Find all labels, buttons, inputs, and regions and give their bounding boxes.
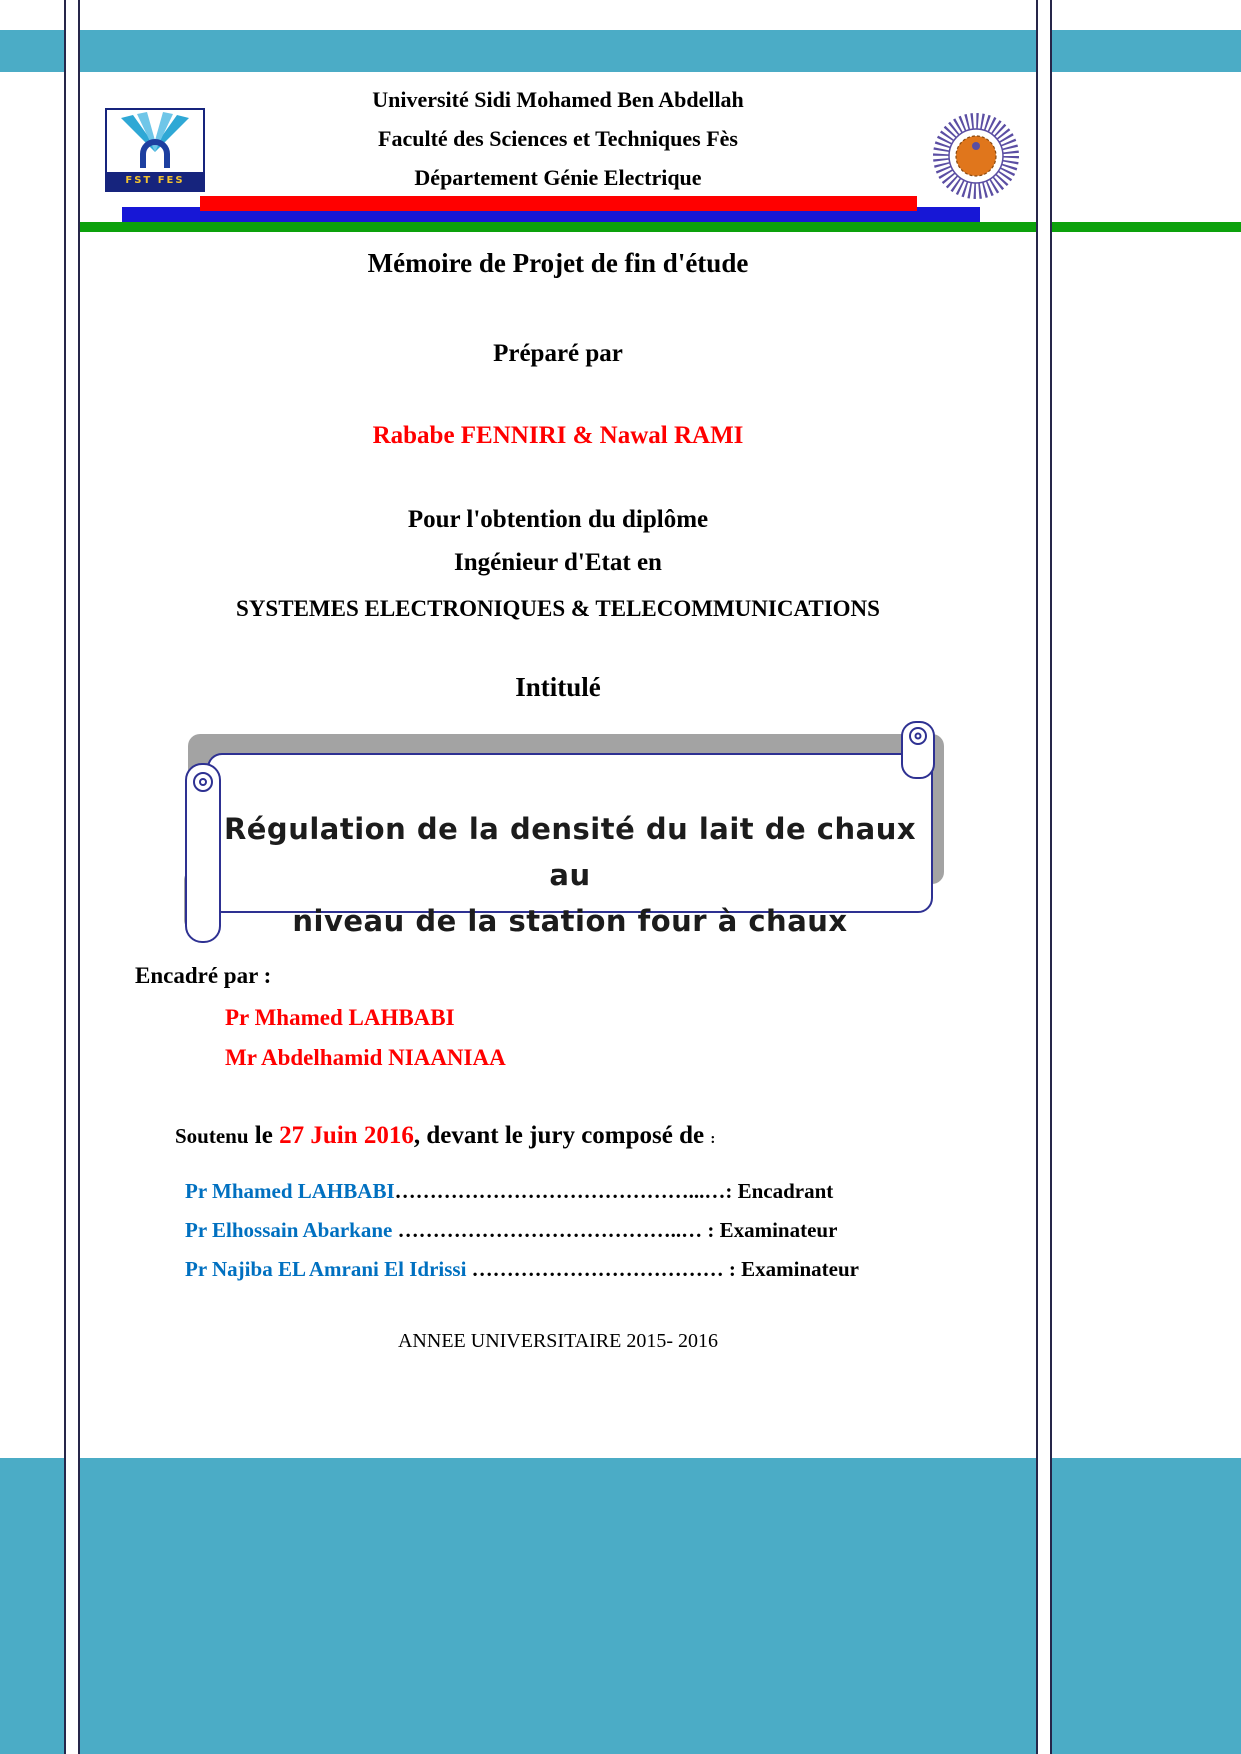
right-border-gap xyxy=(1038,0,1050,1754)
academic-year: ANNEE UNIVERSITAIRE 2015- 2016 xyxy=(397,1330,719,1352)
defense-soutenu: Soutenu xyxy=(175,1124,249,1148)
institution-header xyxy=(80,80,1036,197)
jury-member-name: Pr Najiba EL Amrani El Idrissi xyxy=(185,1257,472,1281)
diploma-line-1: Pour l'obtention du diplôme xyxy=(407,506,709,533)
jury-member-name: Pr Elhossain Abarkane xyxy=(185,1218,398,1242)
red-divider-bar xyxy=(200,196,917,211)
bottom-teal-band xyxy=(0,1458,1241,1754)
thesis-title-line-2: niveau de la station four à chaux xyxy=(292,904,848,938)
right-border-line-outer xyxy=(1050,0,1052,1754)
jury-row xyxy=(185,1211,859,1250)
thesis-title-line-1: Régulation de la densité du lait de chaux au xyxy=(223,812,917,892)
document-type-title: Mémoire de Projet de fin d'étude xyxy=(367,248,749,278)
defense-colon: : xyxy=(710,1131,716,1147)
jury-row xyxy=(185,1250,859,1289)
right-border-line-inner xyxy=(1036,0,1038,1754)
left-border-gap xyxy=(66,0,78,1754)
jury-member-name: Pr Mhamed LAHBABI xyxy=(185,1179,395,1203)
department-name: Département Génie Electrique xyxy=(414,165,702,190)
jury-dots: ……………………………… xyxy=(471,1257,729,1281)
top-teal-band xyxy=(0,30,1241,72)
defense-le: le xyxy=(248,1122,280,1149)
supervised-by-label: Encadré par : xyxy=(135,963,272,988)
thesis-title xyxy=(210,806,930,944)
defense-date: 27 Juin 2016 xyxy=(279,1122,414,1149)
university-seal-icon xyxy=(928,108,1024,204)
supervisor-1: Pr Mhamed LAHBABI xyxy=(225,1005,455,1030)
supervisor-2: Mr Abdelhamid NIAANIAA xyxy=(225,1045,506,1070)
jury-list xyxy=(185,1172,859,1289)
prepared-by-label: Préparé par xyxy=(493,340,623,367)
green-divider-bar xyxy=(64,222,1241,232)
defense-rest: , devant le jury composé de xyxy=(413,1122,711,1149)
fst-logo-caption: FST FES xyxy=(107,172,203,190)
jury-dots: …………………………………..… xyxy=(397,1218,708,1242)
jury-member-role: : Encadrant xyxy=(725,1179,834,1203)
jury-member-role: : Examinateur xyxy=(728,1257,859,1281)
intitule-label: Intitulé xyxy=(515,672,601,702)
diploma-line-2: Ingénieur d'Etat en xyxy=(454,549,662,576)
authors-names: Rababe FENNIRI & Nawal RAMI xyxy=(372,422,744,449)
jury-row xyxy=(185,1172,859,1211)
jury-member-role: : Examinateur xyxy=(707,1218,838,1242)
speciality-line: SYSTEMES ELECTRONIQUES & TELECOMMUNICATIONS xyxy=(236,596,880,621)
defense-statement xyxy=(175,1122,715,1150)
left-border-line-outer xyxy=(64,0,66,1754)
university-name: Université Sidi Mohamed Ben Abdellah xyxy=(372,87,744,112)
jury-dots: ……………………………………...… xyxy=(394,1179,726,1203)
faculty-name: Faculté des Sciences et Techniques Fès xyxy=(378,126,738,151)
